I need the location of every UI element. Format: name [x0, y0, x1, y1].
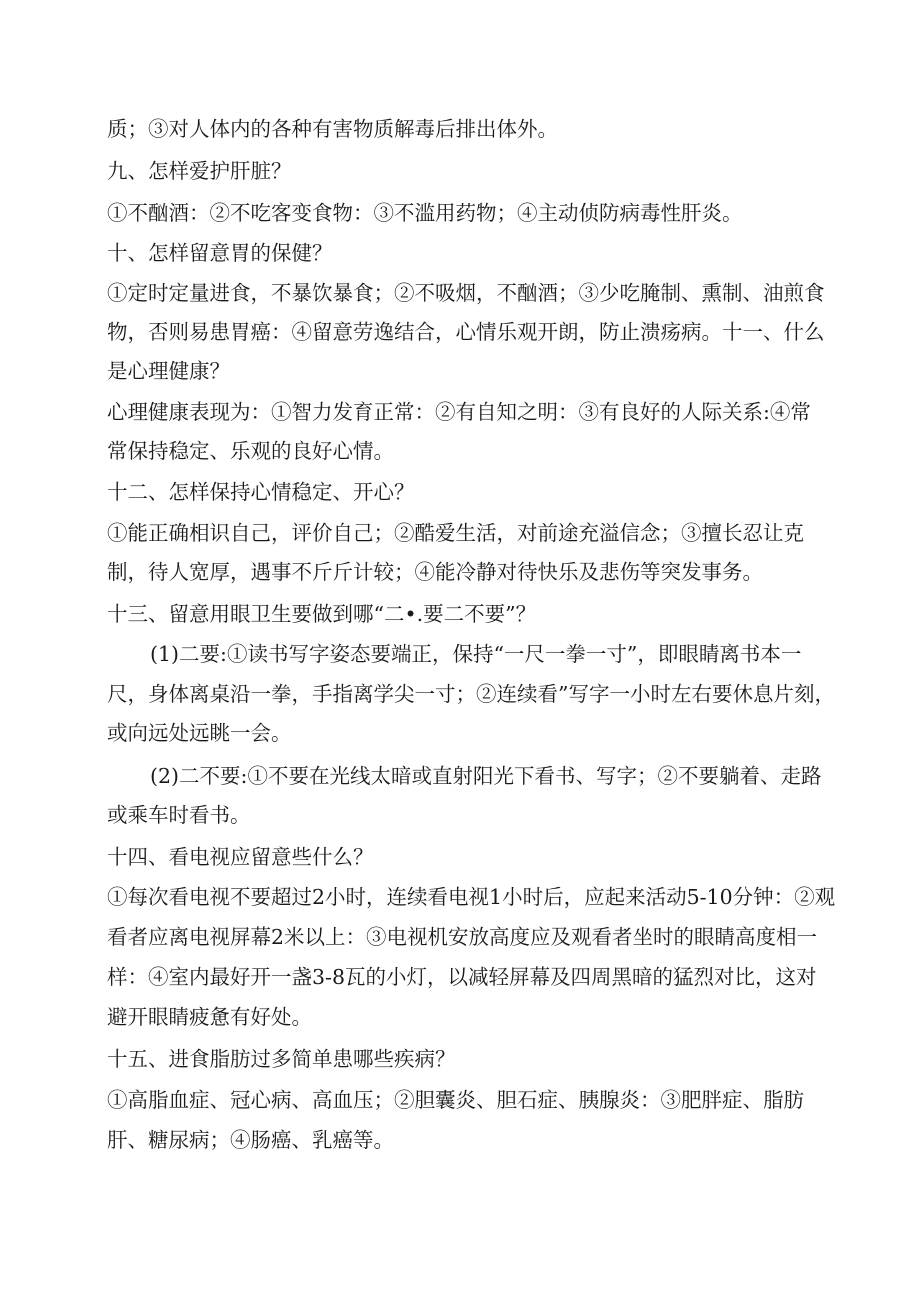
- section-heading-14: 十四、看电视应留意些什么？: [107, 845, 374, 869]
- text-line: 样：④室内最好开一盏3-8瓦的小灯，以减轻屏幕及四周黑暗的猛烈对比，这对: [107, 965, 817, 989]
- text-line: ①不酗酒：②不吃客变食物：③不滥用药物；④主动侦防病毒性肝炎。: [107, 201, 743, 225]
- section-heading-15: 十五、进食脂肪过多简单患哪些疾病？: [107, 1047, 456, 1071]
- text-line: ①每次看电视不要超过2小时，连续看电视1小时后，应起来活动5-10分钟：②观: [107, 885, 836, 909]
- text-line: 看者应离电视屏幕2米以上：③电视机安放高度应及观看者坐时的眼睛高度相一: [107, 925, 818, 949]
- text-line: 是心理健康？: [107, 359, 230, 383]
- text-line: 或向远处远眺一会。: [107, 721, 292, 745]
- section-heading-13: 十三、留意用眼卫生要做到哪“二•.要二不要”？: [107, 602, 537, 626]
- text-line: ①能正确相识自己，评价自己；②酷爱生活，对前途充溢信念；③擅长忍让克: [107, 521, 804, 545]
- text-line: 制，待人宽厚，遇事不斤斤计较；④能冷静对待快乐及悲伤等突发事务。: [107, 560, 763, 584]
- section-heading-10: 十、怎样留意胃的保健？: [107, 241, 333, 265]
- text-line: 肝、糖尿病；④肠癌、乳癌等。: [107, 1128, 394, 1152]
- section-heading-12: 十二、怎样保持心情稳定、开心？: [107, 480, 415, 504]
- text-line: ①高脂血症、冠心病、高血压；②胆囊炎、胆石症、胰腺炎：③肥胖症、脂肪: [107, 1088, 804, 1112]
- text-line: 尺，身体离桌沿一拳，手指离学尖一寸；②连续看”写字一小时左右要休息片刻，: [107, 682, 835, 706]
- text-line: (1)二要:①读书写字姿态要端正，保持“一尺一拳一寸”，即眼睛离书本一: [150, 642, 802, 666]
- text-line: 物，否则易患胃癌：④留意劳逸结合，心情乐观开朗，防止溃疡病。十一、什么: [107, 320, 825, 344]
- text-line: 心理健康表现为：①智力发育正常：②有自知之明：③有良好的人际关系:④常: [107, 400, 811, 424]
- text-line: 常保持稳定、乐观的良好心情。: [107, 439, 394, 463]
- text-line: (2)二不要:①不要在光线太暗或直射阳光下看书、写字；②不要躺着、走路: [150, 764, 822, 788]
- text-line: ①定时定量进食，不暴饮暴食；②不吸烟，不酗酒；③少吃腌制、熏制、油煎食: [107, 281, 825, 305]
- text-line: 避开眼睛疲惫有好处。: [107, 1005, 312, 1029]
- text-line: 或乘车时看书。: [107, 803, 251, 827]
- section-heading-9: 九、怎样爱护肝脏？: [107, 159, 292, 183]
- text-line: 质；③对人体内的各种有害物质解毒后排出体外。: [107, 117, 558, 141]
